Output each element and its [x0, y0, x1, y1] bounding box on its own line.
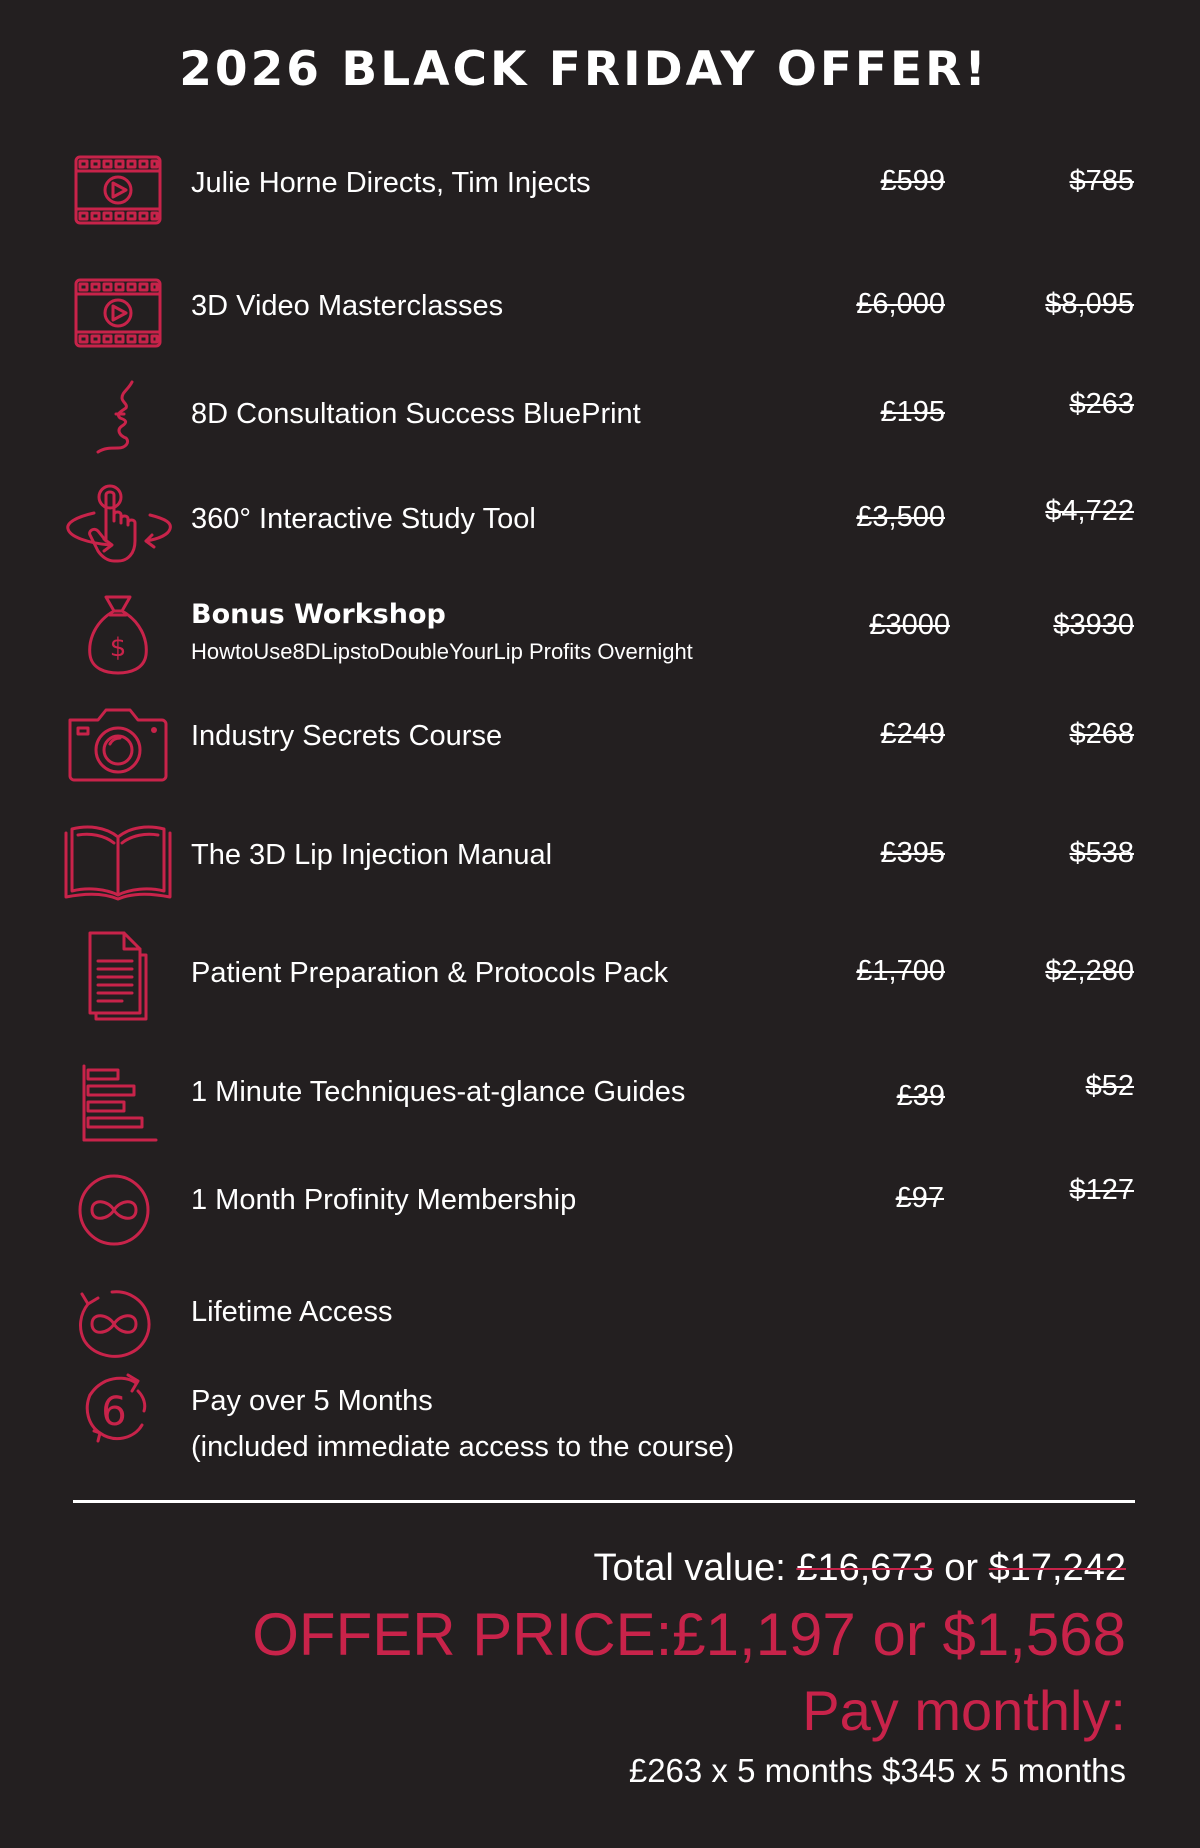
item-label: Julie Horne Directs, Tim Injects — [191, 167, 591, 199]
item-price-usd: $538 — [1069, 837, 1134, 869]
page-title: 2026 BLACK FRIDAY OFFER! — [179, 42, 989, 97]
item-label: Pay over 5 Months — [191, 1385, 433, 1417]
item-label: Bonus Workshop — [191, 599, 446, 630]
offer-item — [0, 248, 1200, 368]
total-usd: $17,242 — [988, 1547, 1126, 1589]
item-label: 3D Video Masterclasses — [191, 290, 504, 322]
offer-item — [0, 797, 1200, 917]
item-price-usd: $3930 — [1053, 609, 1134, 641]
infinity-circle-icon — [58, 1142, 178, 1262]
item-price-usd: $4,722 — [1045, 495, 1134, 527]
item-price-usd: $127 — [1069, 1174, 1134, 1206]
documents-icon — [58, 915, 178, 1035]
item-label: 1 Month Profinity Membership — [191, 1184, 577, 1216]
item-price-gbp: £599 — [880, 165, 945, 197]
offer-item — [0, 356, 1200, 476]
item-label: 360° Interactive Study Tool — [191, 503, 536, 535]
item-label: Patient Preparation & Protocols Pack — [191, 957, 669, 989]
item-price-usd: $52 — [1085, 1070, 1134, 1102]
money-bag-icon — [58, 569, 178, 689]
item-price-gbp: £249 — [880, 718, 945, 750]
lips-profile-icon — [58, 356, 178, 476]
item-label: The 3D Lip Injection Manual — [191, 839, 553, 871]
item-price-gbp: £3,500 — [856, 501, 945, 533]
offer-item — [0, 1341, 1200, 1461]
svg-text:$: $ — [109, 633, 127, 663]
camera-icon — [58, 678, 178, 798]
item-sublabel: (included immediate access to the course) — [191, 1431, 735, 1463]
item-price-gbp: £195 — [880, 396, 945, 428]
total-value — [594, 1547, 1126, 1590]
offer-item — [0, 1034, 1200, 1154]
item-price-gbp: £3000 — [869, 609, 950, 641]
item-price-usd: $268 — [1069, 718, 1134, 750]
item-price-gbp: £39 — [896, 1080, 945, 1112]
open-book-icon — [58, 797, 178, 917]
item-price-gbp: £97 — [895, 1182, 944, 1214]
offer-item — [0, 569, 1200, 689]
offer-item — [0, 678, 1200, 798]
film-play-icon — [58, 125, 178, 245]
item-label: Lifetime Access — [191, 1296, 393, 1328]
offer-item — [0, 1142, 1200, 1262]
item-price-gbp: £395 — [880, 837, 945, 869]
bar-list-icon — [58, 1034, 178, 1154]
six-cycle-number: 6 — [101, 1389, 127, 1435]
item-price-usd: $785 — [1069, 165, 1134, 197]
item-price-gbp: £1,700 — [856, 955, 945, 987]
item-label: 8D Consultation Success BluePrint — [191, 398, 641, 430]
item-price-usd: $2,280 — [1045, 955, 1134, 987]
pay-monthly-heading: Pay monthly: — [802, 1679, 1126, 1742]
offer-price: OFFER PRICE:£1,197 or $1,568 — [252, 1601, 1126, 1668]
total-mid: or — [933, 1547, 989, 1589]
item-label: Industry Secrets Course — [191, 720, 503, 752]
offer-item — [0, 461, 1200, 581]
rotate-touch-icon — [58, 461, 178, 581]
film-play-icon — [58, 248, 178, 368]
monthly-terms: £263 x 5 months $345 x 5 months — [628, 1752, 1126, 1789]
item-label: 1 Minute Techniques-at-glance Guides — [191, 1076, 686, 1108]
offer-item — [0, 125, 1200, 245]
section-divider — [73, 1500, 1135, 1503]
six-cycle-icon — [58, 1341, 178, 1461]
item-price-usd: $8,095 — [1045, 288, 1134, 320]
total-gbp: £16,673 — [796, 1547, 934, 1589]
offer-item — [0, 915, 1200, 1035]
total-prefix: Total value: — [593, 1547, 797, 1589]
item-price-gbp: £6,000 — [856, 288, 945, 320]
item-sublabel: HowtoUse8DLipstoDoubleYourLip Profits Overnight — [191, 639, 693, 664]
item-price-usd: $263 — [1069, 388, 1134, 420]
